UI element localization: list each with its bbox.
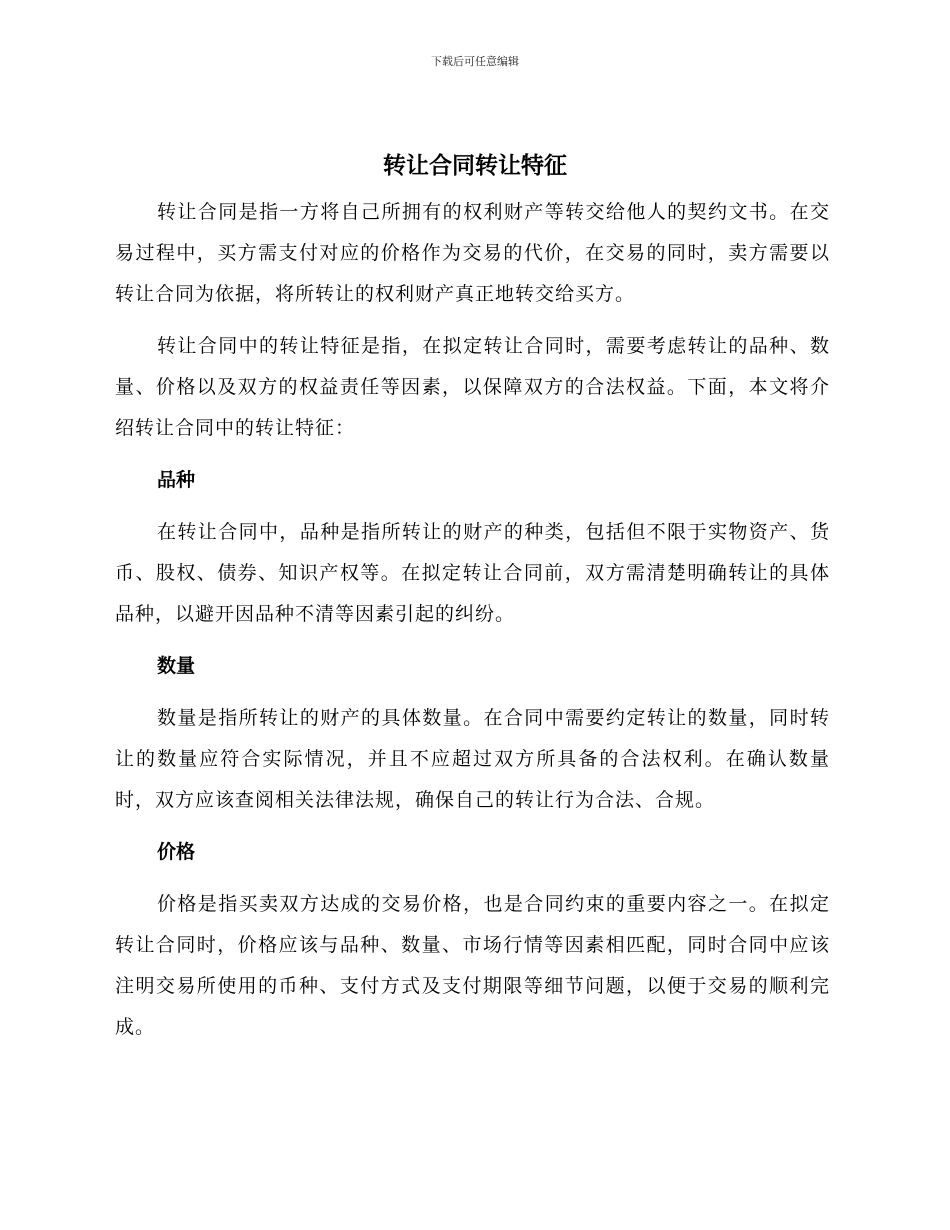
section-heading-quantity: 数量 [157,655,196,677]
section-heading-variety: 品种 [157,469,196,491]
section-paragraph-variety: 在转让合同中，品种是指所转让的财产的种类，包括但不限于实物资产、货币、股权、债券、知识产权等。在拟定转让合同前，双方需清楚明确转让的具体品种，以避开因品种不清等因素引起的纠纷。 [115,521,830,625]
section-paragraph-quantity: 数量是指所转让的财产的具体数量。在合同中需要约定转让的数量，同时转让的数量应符合实际情况，并且不应超过双方所具备的合法权利。在确认数量时，双方应该查阅相关法律法规，确保自己的转让行为合法、合规。 [115,707,830,811]
header-note: 下载后可任意编辑 [431,55,519,68]
intro-paragraph: 转让合同中的转让特征是指，在拟定转让合同时，需要考虑转让的品种、数量、价格以及双方的权益责任等因素，以保障双方的合法权益。下面，本文将介绍转让合同中的转让特征： [115,335,830,439]
intro-paragraph: 转让合同是指一方将自己所拥有的权利财产等转交给他人的契约文书。在交易过程中，买方需支付对应的价格作为交易的代价，在交易的同时，卖方需要以转让合同为依据，将所转让的权利财产真正地转交给买方。 [115,201,830,305]
document-title: 转让合同转让特征 [383,153,567,179]
section-heading-price: 价格 [157,841,196,863]
section-paragraph-price: 价格是指买卖双方达成的交易价格，也是合同约束的重要内容之一。在拟定转让合同时，价格应该与品种、数量、市场行情等因素相匹配，同时合同中应该注明交易所使用的币种、支付方式及支付期限等细节问题，以便于交易的顺利完成。 [115,893,830,1038]
document-body [115,192,830,1059]
